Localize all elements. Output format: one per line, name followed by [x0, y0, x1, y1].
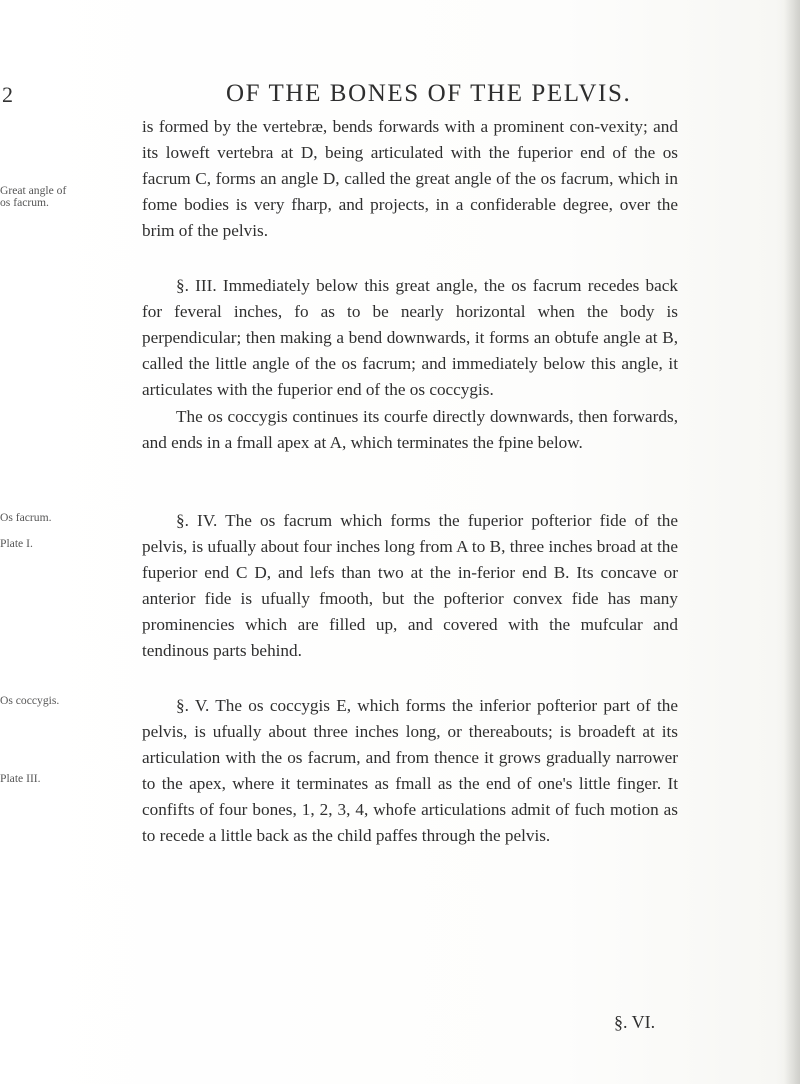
margin-note-os-facrum: Os facrum. — [0, 511, 52, 524]
margin-note-plate-1: Plate I. — [0, 537, 33, 550]
margin-note-plate-3: Plate III. — [0, 772, 41, 785]
running-head: OF THE BONES OF THE PELVIS. — [226, 80, 632, 107]
page-number: 2 — [2, 82, 13, 107]
paragraph-section-5: §. V. The os coccygis E, which forms the inferior pofterior part of the pelvis, is ufually about three inches long, or thereabouts; is broadeft at its articulation with the os facrum, and from thence it grows gradually narrower to the apex, where it terminates as fmall as the end of one's little finger. It confifts of four bones, 1, 2, 3, 4, whofe articulations admit of fuch motion as to recede a little back as the child paffes through the pelvis. — [142, 696, 678, 845]
margin-note-os-coccygis: Os coccygis. — [0, 694, 60, 707]
catchword: §. VI. — [614, 1012, 656, 1032]
paragraph-section-3: §. III. Immediately below this great angle, the os facrum recedes back for feveral inches, fo as to be nearly horizontal when the body is perpendicular; then making a bend downwards, it forms an obtufe angle at B, called the little angle of the os facrum; and immediately below this angle, it articulates with the fuperior end of the os coccygis. — [142, 276, 678, 399]
paragraph-continuation: is formed by the vertebræ, bends forwards with a prominent con-vexity; and its loweft vertebra at D, being articulated with the fuperior end of the os facrum C, forms an angle D, called the great angle of the os facrum, which in fome bodies is very fharp, and projects, in a confiderable degree, over the brim of the pelvis. — [142, 117, 678, 240]
paragraph-section-4: §. IV. The os facrum which forms the fuperior pofterior fide of the pelvis, is ufually about four inches long from A to B, three inches broad at the fuperior end C D, and lefs than two at the in-ferior end B. Its concave or anterior fide is ufually fmooth, but the pofterior convex fide has many prominencies which are filled up, and covered with the mufcular and tendinous parts behind. — [142, 511, 678, 660]
page-edge-shadow — [784, 0, 800, 1084]
paragraph-os-coccygis-course: The os coccygis continues its courfe directly downwards, then forwards, and ends in a fmall apex at A, which terminates the fpine below. — [142, 407, 678, 452]
margin-note-great-angle: Great angle of os facrum. — [0, 184, 67, 209]
